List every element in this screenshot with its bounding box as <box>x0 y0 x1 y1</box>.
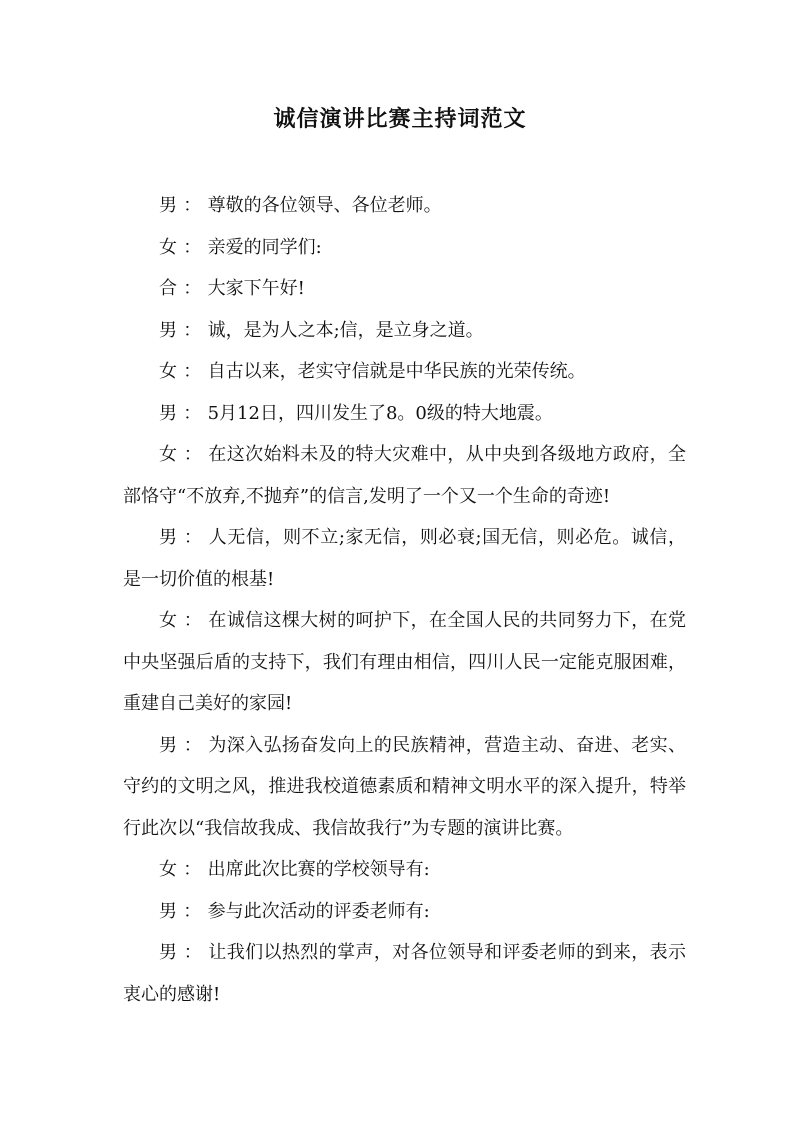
paragraph-text: 亲爱的同学们: <box>207 236 322 258</box>
paragraph-text: 尊敬的各位领导、各位老师。 <box>207 195 442 216</box>
speaker-separator: ： <box>183 402 202 424</box>
speaker-label: 女 <box>159 444 178 465</box>
speaker-separator: ： <box>183 610 203 631</box>
document-body <box>123 185 686 1015</box>
dialogue-paragraph <box>123 932 686 1015</box>
speaker-label: 女 <box>159 236 177 258</box>
speaker-label: 男 <box>159 195 177 216</box>
paragraph-text: 在这次始料未及的特大灾难中，从中央到各级地方政府，全部恪守“不放弃,不抛弃”的信言,发明了一个又一个生命的奇迹! <box>123 444 687 507</box>
speaker-label: 男 <box>159 734 178 756</box>
speaker-label: 男 <box>159 319 177 341</box>
paragraph-text: 在诚信这棵大树的呵护下，在全国人民的共同努力下，在党中央坚强后盾的支持下，我们有理由相信，四川人民一定能克服困难，重建自己美好的家园! <box>123 610 687 714</box>
dialogue-paragraph <box>123 227 686 269</box>
dialogue-paragraph <box>123 517 686 600</box>
dialogue-paragraph <box>123 434 686 517</box>
speaker-separator: ： <box>183 195 202 216</box>
speaker-label: 男 <box>159 900 177 922</box>
dialogue-paragraph <box>123 600 686 725</box>
speaker-label: 女 <box>159 859 177 880</box>
dialogue-paragraph <box>123 351 686 393</box>
paragraph-text: 出席此次比赛的学校领导有: <box>207 859 430 880</box>
speaker-separator: ： <box>183 942 203 963</box>
speaker-separator: ： <box>183 527 203 548</box>
speaker-separator: ： <box>183 278 202 299</box>
document-title: 诚信演讲比赛主持词范文 <box>273 106 527 132</box>
dialogue-paragraph <box>123 849 686 891</box>
speaker-separator: ： <box>183 444 203 465</box>
speaker-label: 女 <box>159 361 177 382</box>
paragraph-text: 诚，是为人之本;信，是立身之道。 <box>207 319 484 341</box>
speaker-separator: ： <box>183 236 202 258</box>
paragraph-text: 5月12日，四川发生了8。0级的特大地震。 <box>207 402 553 424</box>
speaker-separator: ： <box>183 319 202 341</box>
speaker-label: 合 <box>159 278 177 299</box>
speaker-separator: ： <box>183 859 202 880</box>
paragraph-text: 大家下午好! <box>207 278 305 299</box>
speaker-label: 女 <box>159 610 178 631</box>
dialogue-paragraph <box>123 393 686 435</box>
speaker-label: 男 <box>159 402 177 424</box>
speaker-label: 男 <box>159 527 178 548</box>
paragraph-text: 让我们以热烈的掌声，对各位领导和评委老师的到来，表示衷心的感谢! <box>123 942 687 1005</box>
speaker-separator: ： <box>183 361 202 382</box>
dialogue-paragraph <box>123 268 686 310</box>
paragraph-text: 人无信，则不立;家无信，则必衰;国无信，则必危。诚信，是一切价值的根基! <box>123 527 687 590</box>
dialogue-paragraph <box>123 725 686 850</box>
speaker-separator: ： <box>183 734 203 756</box>
dialogue-paragraph <box>123 310 686 352</box>
speaker-label: 男 <box>159 942 178 963</box>
dialogue-paragraph <box>123 891 686 933</box>
paragraph-text: 为深入弘扬奋发向上的民族精神，营造主动、奋进、老实、守约的文明之风，推进我校道德素质和精神文明水平的深入提升，特举行此次以“我信故我成、我信故我行”为专题的演讲比赛。 <box>123 734 687 839</box>
paragraph-text: 参与此次活动的评委老师有: <box>207 900 430 922</box>
speaker-separator: ： <box>183 900 202 922</box>
dialogue-paragraph <box>123 185 686 227</box>
paragraph-text: 自古以来，老实守信就是中华民族的光荣传统。 <box>207 361 586 382</box>
